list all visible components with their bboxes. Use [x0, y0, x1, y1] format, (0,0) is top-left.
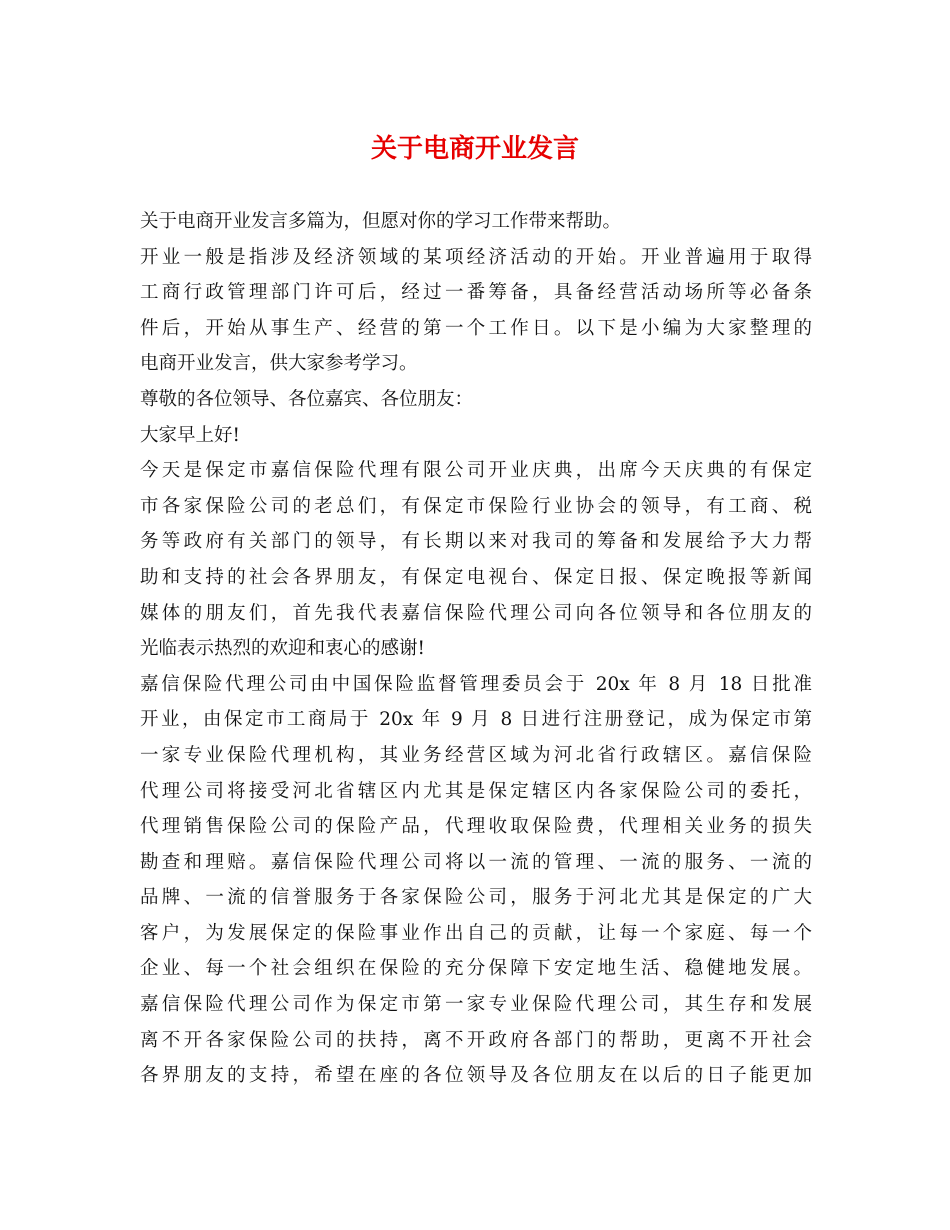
- body-line: 助和支持的社会各界朋友，有保定电视台、保定日报、保定晚报等新闻: [140, 566, 812, 588]
- body-line: 务等政府有关部门的领导，有长期以来对我司的筹备和发展给予大力帮: [140, 531, 812, 553]
- document-body: [140, 204, 812, 1094]
- body-line: 离不开各家保险公司的扶持，离不开政府各部门的帮助，更离不开社会: [140, 1029, 812, 1051]
- body-line: 光临表示热烈的欢迎和衷心的感谢!: [140, 638, 425, 660]
- body-line: 开业一般是指涉及经济领域的某项经济活动的开始。开业普遍用于取得: [140, 246, 812, 268]
- body-line: 代理销售保险公司的保险产品，代理收取保险费，代理相关业务的损失: [140, 816, 812, 838]
- body-line: 件后，开始从事生产、经营的第一个工作日。以下是小编为大家整理的: [140, 317, 812, 339]
- body-line: 工商行政管理部门许可后，经过一番筹备，具备经营活动场所等必备条: [140, 282, 812, 304]
- body-line: 尊敬的各位领导、各位嘉宾、各位朋友：: [140, 388, 474, 410]
- body-line: 一家专业保险代理机构，其业务经营区域为河北省行政辖区。嘉信保险: [140, 744, 812, 766]
- page-title: 关于电商开业发言: [370, 134, 579, 164]
- body-line: 嘉信保险代理公司作为保定市第一家专业保险代理公司，其生存和发展: [140, 994, 812, 1016]
- body-line: 媒体的朋友们，首先我代表嘉信保险代理公司向各位领导和各位朋友的: [140, 602, 812, 624]
- body-line: 代理公司将接受河北省辖区内尤其是保定辖区内各家保险公司的委托，: [140, 780, 812, 802]
- body-line: 大家早上好!: [140, 424, 240, 446]
- body-line: 嘉信保险代理公司由中国保险监督管理委员会于 20x 年 8 月 18 日批准: [140, 673, 812, 695]
- body-line: 客户，为发展保定的保险事业作出自己的贡献，让每一个家庭、每一个: [140, 922, 812, 944]
- body-line: 各界朋友的支持，希望在座的各位领导及各位朋友在以后的日子能更加: [140, 1065, 812, 1087]
- body-line: 电商开业发言，供大家参考学习。: [140, 353, 418, 375]
- body-line: 市各家保险公司的老总们，有保定市保险行业协会的领导，有工商、税: [140, 495, 812, 517]
- body-line: 企业、每一个社会组织在保险的充分保障下安定地生活、稳健地发展。: [140, 958, 812, 980]
- body-line: 关于电商开业发言多篇为，但愿对你的学习工作带来帮助。: [140, 211, 622, 232]
- body-line: 品牌、一流的信誉服务于各家保险公司，服务于河北尤其是保定的广大: [140, 887, 812, 909]
- body-line: 今天是保定市嘉信保险代理有限公司开业庆典，出席今天庆典的有保定: [140, 460, 812, 482]
- body-line: 勘查和理赔。嘉信保险代理公司将以一流的管理、一流的服务、一流的: [140, 851, 812, 873]
- body-line: 开业，由保定市工商局于 20x 年 9 月 8 日进行注册登记，成为保定市第: [140, 709, 812, 731]
